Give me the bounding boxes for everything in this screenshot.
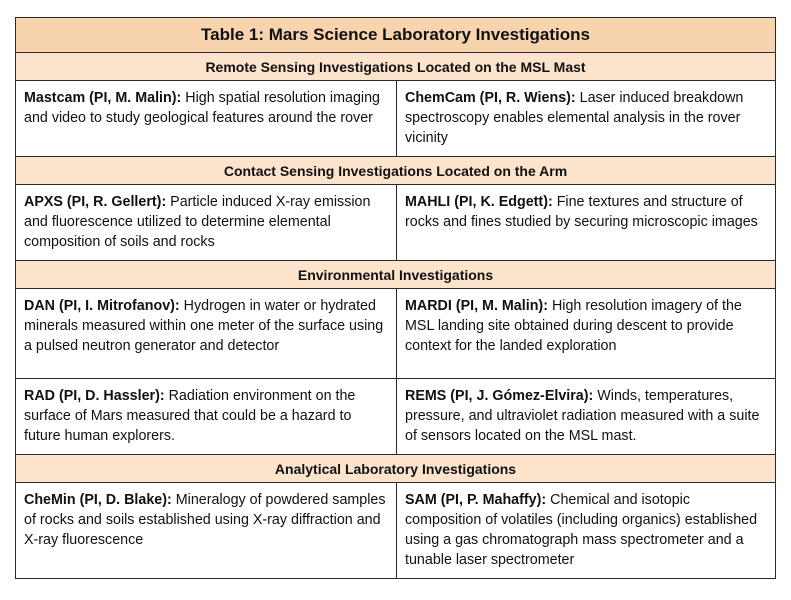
instrument-name: REMS (PI, J. Gómez-Elvira): [405, 388, 594, 404]
section-row-contact-sensing [16, 157, 776, 185]
instrument-cell-sam [397, 483, 776, 579]
title-row [16, 18, 776, 53]
instrument-name: RAD (PI, D. Hassler): [24, 388, 165, 404]
table-row [16, 289, 776, 379]
table-title: Table 1: Mars Science Laboratory Investigations [16, 18, 776, 53]
instrument-description: Particle induced X-ray emission and fluorescence utilized to determine elemental composition of soils and rocks [24, 194, 371, 250]
instrument-cell-dan [16, 289, 397, 379]
instrument-cell-mardi [397, 289, 776, 379]
instrument-description: Laser induced breakdown spectroscopy enables elemental analysis in the rover vicinity [405, 90, 744, 146]
table-row [16, 483, 776, 579]
instrument-description: Chemical and isotopic composition of volatiles (including organics) established using a gas chromatograph mass spectrometer and a tunable laser spectrometer [405, 492, 758, 568]
instrument-name: CheMin (PI, D. Blake): [24, 492, 172, 508]
section-row-remote-sensing [16, 53, 776, 81]
instrument-cell-rad [16, 379, 397, 455]
instrument-cell-mahli [397, 185, 776, 261]
instrument-description: High resolution imagery of the MSL landing site obtained during descent to provide context for the landed exploration [405, 298, 742, 354]
instrument-cell-chemcam [397, 81, 776, 157]
instrument-name: APXS (PI, R. Gellert): [24, 194, 167, 210]
instrument-description: Radiation environment on the surface of Mars measured that could be a hazard to future human explorers. [24, 388, 356, 444]
table-row [16, 379, 776, 455]
table-row [16, 81, 776, 157]
investigations-table [15, 17, 776, 579]
instrument-description: High spatial resolution imaging and video to study geological features around the rover [24, 90, 380, 126]
section-row-environmental [16, 261, 776, 289]
table-row [16, 185, 776, 261]
instrument-name: MAHLI (PI, K. Edgett): [405, 194, 553, 210]
instrument-name: DAN (PI, I. Mitrofanov): [24, 298, 180, 314]
instrument-name: SAM (PI, P. Mahaffy): [405, 492, 547, 508]
instrument-name: Mastcam (PI, M. Malin): [24, 90, 182, 106]
instrument-description: Mineralogy of powdered samples of rocks and soils established using X-ray diffraction and X-ray fluorescence [24, 492, 386, 548]
instrument-cell-apxs [16, 185, 397, 261]
instrument-description: Winds, temperatures, pressure, and ultraviolet radiation measured with a suite of sensors located on the MSL mast. [405, 388, 760, 444]
section-row-analytical [16, 455, 776, 483]
instrument-cell-mastcam [16, 81, 397, 157]
section-heading-contact-sensing: Contact Sensing Investigations Located on the Arm [16, 157, 776, 185]
instrument-description: Fine textures and structure of rocks and fines studied by securing microscopic images [405, 194, 758, 230]
section-heading-analytical: Analytical Laboratory Investigations [16, 455, 776, 483]
section-heading-remote-sensing: Remote Sensing Investigations Located on the MSL Mast [16, 53, 776, 81]
section-heading-environmental: Environmental Investigations [16, 261, 776, 289]
instrument-cell-rems [397, 379, 776, 455]
instrument-description: Hydrogen in water or hydrated minerals measured within one meter of the surface using a pulsed neutron generator and detector [24, 298, 384, 354]
instrument-name: MARDI (PI, M. Malin): [405, 298, 548, 314]
instrument-cell-chemin [16, 483, 397, 579]
instrument-name: ChemCam (PI, R. Wiens): [405, 90, 576, 106]
